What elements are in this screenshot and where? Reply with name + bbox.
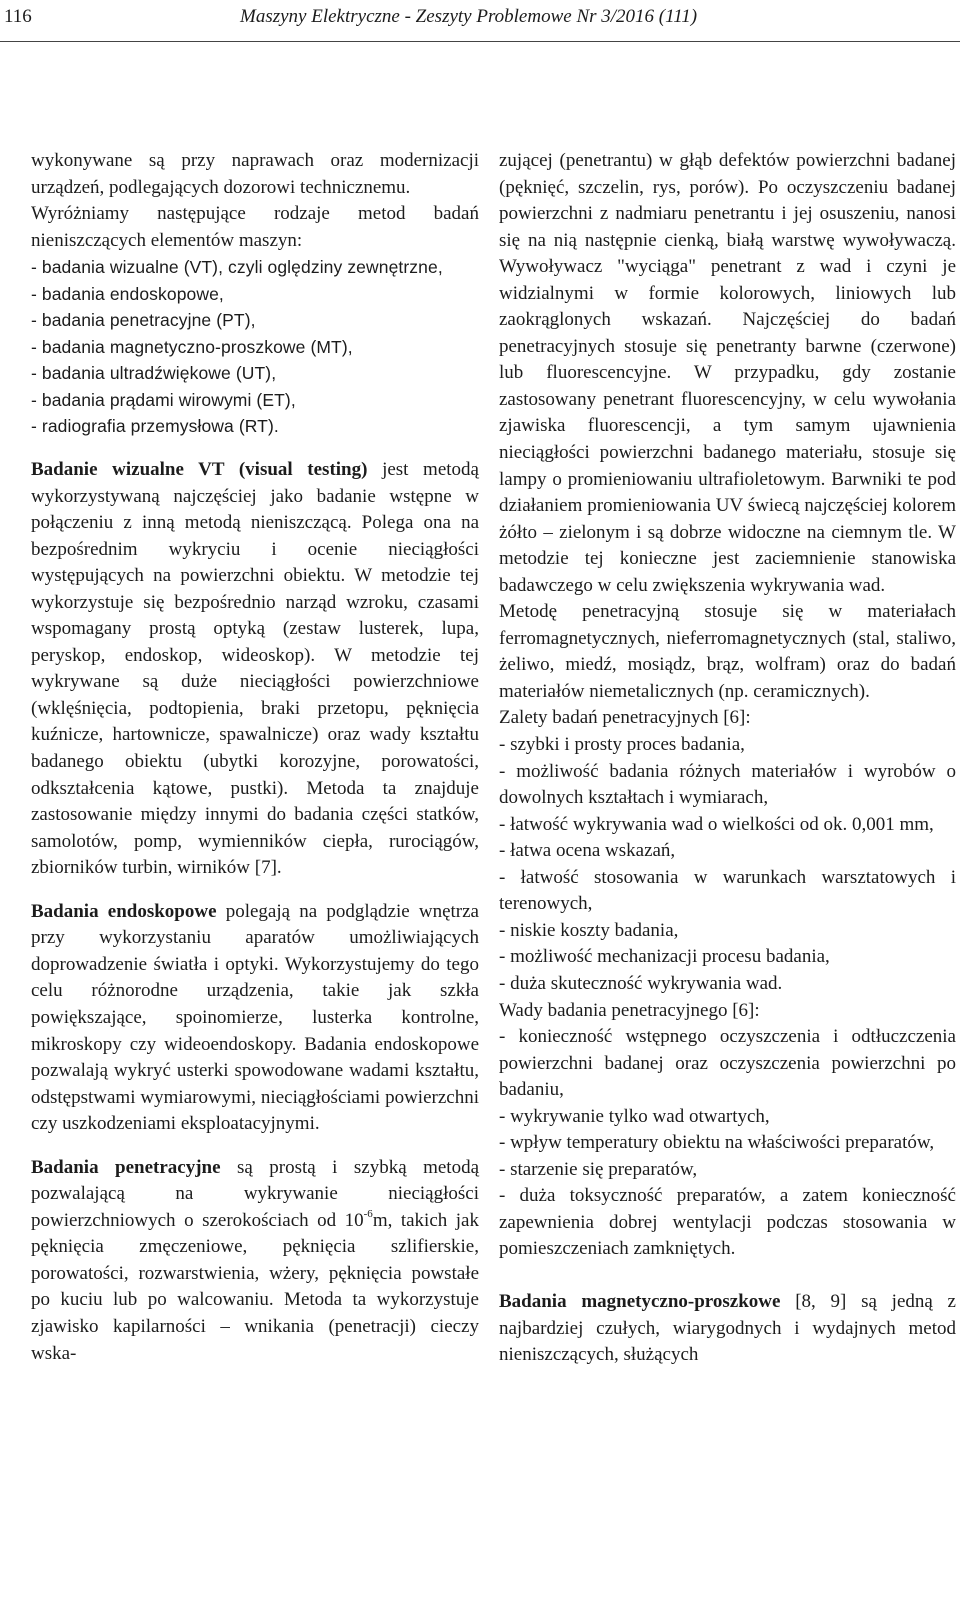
list-item: - możliwość badania różnych materiałów i wyrobów o dowolnych kształtach i wymiarach,: [499, 760, 956, 809]
materials-paragraph: Metodę penetracyjną stosuje się w materiałach ferromagnetycznych, nieferromagnetycznych (stal, staliwo, żeliwo, miedź, mosiądz, brąz, wolfram) oraz do badań materiałów niemetalicznych (np. ceramicznych).: [499, 601, 956, 702]
advantages-list: [499, 732, 956, 997]
endo-body: polegają na podglądzie wnętrza przy wykorzystaniu aparatów umożliwiających doprowadzenie światła i optyki. Wykorzystujemy do tego celu różnorodne urządzenia, takie jak szkła powiększające, spoinomierze, lusterka kontrolne, mikroskopy czy wideoendoskopy. Badania endoskopowe pozwalają wykryć usterki spowodowane wadami kształtu, odstępstwami wymiarowymi, nieciągłościami powierzchni czy uszkodzeniami eksploatacyjnymi.: [31, 900, 479, 1135]
list-item: - radiografia przemysłowa (RT).: [31, 416, 279, 437]
right-column: [499, 148, 956, 1369]
list-item: - konieczność wstępnego oczyszczenia i odtłuczczenia powierzchni badanej oraz oczyszczenia powierzchni po badaniu,: [499, 1026, 956, 1101]
list-item: - możliwość mechanizacji procesu badania,: [499, 946, 830, 968]
disadvantages-list: [499, 1024, 956, 1263]
header-rule: [0, 41, 960, 42]
intro-paragraph: wykonywane są przy naprawach oraz modernizacji urządzeń, podlegających dozorowi technicznemu.: [31, 150, 479, 198]
pt-heading: Badania penetracyjne: [31, 1156, 221, 1178]
page-number: 116: [4, 6, 32, 27]
list-item: - duża toksyczność preparatów, a zatem konieczność zapewnienia dobrej wentylacji podczas stosowania w pomieszczeniach zamkniętych.: [499, 1185, 956, 1260]
endo-paragraph: [31, 899, 479, 1138]
vt-paragraph: [31, 457, 479, 882]
vt-heading: Badanie wizualne VT (visual testing): [31, 459, 368, 481]
list-item: - łatwość stosowania w warunkach warsztatowych i terenowych,: [499, 866, 956, 915]
pt-paragraph: [31, 1155, 479, 1367]
list-item: - badania wizualne (VT), czyli oględziny zewnętrzne,: [31, 257, 443, 278]
list-item: - łatwość wykrywania wad o wielkości od ok. 0,001 mm,: [499, 813, 934, 835]
list-item: - badania endoskopowe,: [31, 283, 224, 304]
exponent: -6: [363, 1208, 373, 1221]
list-item: - szybki i prosty proces badania,: [499, 734, 745, 756]
page-header: [0, 6, 960, 34]
journal-title: Maszyny Elektryczne - Zeszyty Problemowe Nr 3/2016 (111): [240, 6, 698, 27]
mt-body: [8, 9] są jedną z najbardziej czułych, wiarygodnych i wydajnych metod nieniszczących, służących: [499, 1290, 956, 1366]
endo-heading: Badania endoskopowe: [31, 900, 217, 922]
pt-body-2: m, takich jak pęknięcia zmęczeniowe, pęknięcia szlifierskie, porowatości, rozwarstwienia, wżery, pęknięcia powstałe po kuciu lub po walcowaniu. Metoda ta wykorzystuje zjawisko kapilarności – wnikania (penetracji) cieczy wska-: [31, 1209, 479, 1364]
methods-intro: Wyróżniamy następujące rodzaje metod badań nieniszczących elementów maszyn:: [31, 203, 479, 251]
list-item: - starzenie się preparatów,: [499, 1158, 698, 1180]
mt-paragraph: [499, 1289, 956, 1369]
vt-body: jest metodą wykorzystywaną najczęściej jako badanie wstępne w połączeniu z inną metodą nieniszczącą. Polega ona na bezpośrednim wykryciu i ocenie nieciągłości występujących na powierzchni obiektu. W metodzie tej wykorzystuje się bezpośrednio narząd wzroku, czasami wspomagany prostą optyką (zestaw lusterek, lupa, peryskop, endoskop, wideoskop). W metodzie tej wykrywane są duże nieciągłości powierzchniowe (wklęśnięcia, podtopienia, braki przetopu, pęknięcia kuźnicze, hartownicze, spawalnicze) oraz wady kształtu badanego obiektu (ubytki korozyjne, porowatości, odkształcenia kątowe, pustki). Metoda ta znajduje zastosowanie między innymi do badania części statków, samolotów, pomp, wymienników ciepła, rurociągów, zbiorników turbin, wirników [7].: [31, 459, 479, 879]
list-item: - wykrywanie tylko wad otwartych,: [499, 1105, 770, 1127]
list-item: - duża skuteczność wykrywania wad.: [499, 972, 783, 994]
list-item: - wpływ temperatury obiektu na właściwości preparatów,: [499, 1132, 935, 1154]
list-item: - badania prądami wirowymi (ET),: [31, 389, 296, 410]
list-item: - badania magnetyczno-proszkowe (MT),: [31, 336, 353, 357]
list-item: - badania penetracyjne (PT),: [31, 310, 256, 331]
list-item: - niskie koszty badania,: [499, 919, 679, 941]
pt-body-1: są prostą i szybką metodą pozwalającą na wykrywanie nieciągłości powierzchniowych o szerokościach od 10: [31, 1156, 479, 1231]
methods-list: [31, 254, 479, 440]
disadvantages-title: Wady badania penetracyjnego [6]:: [499, 999, 760, 1021]
list-item: - badania ultradźwiękowe (UT),: [31, 363, 277, 384]
advantages-title: Zalety badań penetracyjnych [6]:: [499, 707, 751, 729]
mt-heading: Badania magnetyczno-proszkowe: [499, 1290, 781, 1312]
pt-continued-paragraph: zującej (penetrantu) w głąb defektów powierzchni badanej (pęknięć, szczelin, rys, porów). Po oczyszczeniu badanej powierzchni z nadmiaru penetrantu i jej osuszeniu, nanosi się na nią następnie cienką, białą warstwę wywoływaczą. Wywoływacz "wyciąga" penetrant z wad i czyni je widzialnymi w formie kolorowych, liniowych lub zaokrąglonych wskazań. Najczęściej do badań penetracyjnych stosuje się penetranty barwne (czerwone) lub fluorescencyjne. W przypadku, gdy zostanie zastosowany penetrant fluorescencyjny, w celu wywołania zjawiska fluorescencji, a tym samym ujawnienia nieciągłości powierzchni badanego materiału, stosuje się lampy o promieniowaniu ultrafioletowym. Barwniki te pod działaniem promieniowania UV świecą najczęściej kolorem żółto – zielonym i są dobrze widoczne na ciemnym tle. W metodzie tej konieczne jest zaciemnienie stanowiska badawczego w celu zwiększenia wykrywania wad.: [499, 150, 956, 596]
left-column: [31, 148, 479, 1367]
list-item: - łatwa ocena wskazań,: [499, 840, 676, 862]
